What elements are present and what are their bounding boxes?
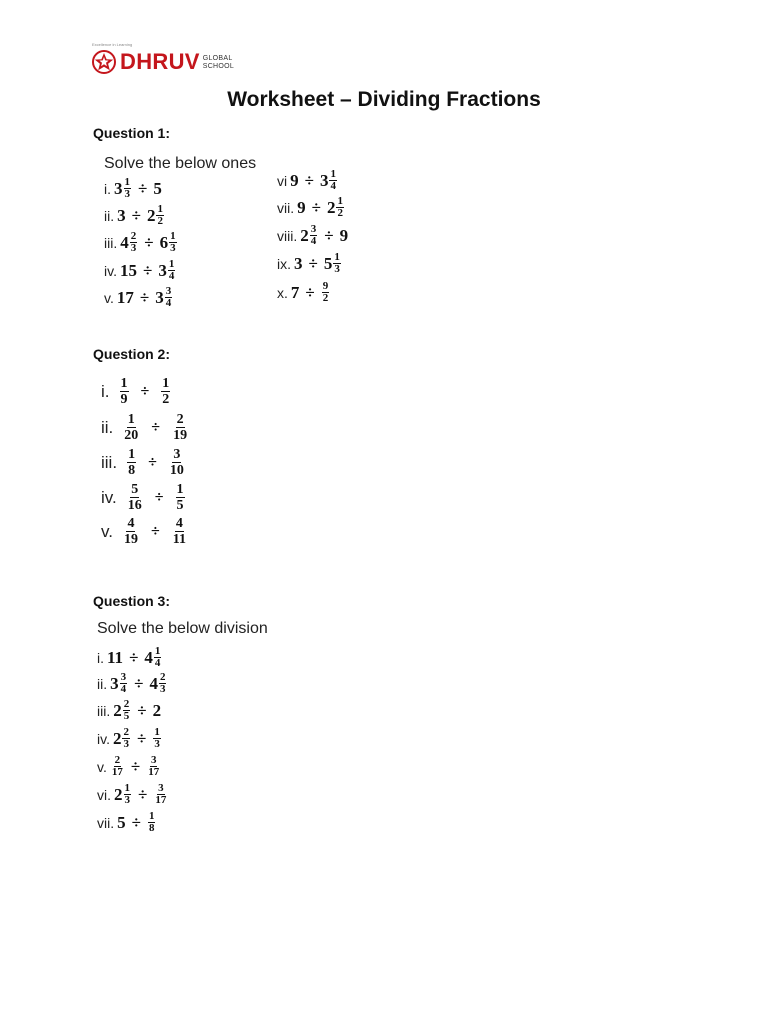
denominator: 20	[124, 428, 139, 443]
denominator: 3	[170, 242, 176, 254]
star-emblem-icon	[92, 50, 116, 74]
numerator: 1	[330, 168, 336, 180]
divide-sign: ÷	[130, 756, 141, 776]
divide-sign: ÷	[129, 647, 139, 667]
denominator: 4	[330, 180, 336, 192]
whole-number: 15	[119, 260, 137, 280]
divide-sign: ÷	[154, 488, 164, 506]
q3-item	[97, 811, 156, 834]
fraction-stack	[156, 204, 164, 227]
item-label: ii.	[97, 675, 108, 692]
whole-number: 9	[297, 197, 306, 217]
item-label: iii.	[104, 234, 118, 251]
fraction-stack	[153, 727, 161, 750]
q3-item	[97, 699, 161, 722]
divide-sign: ÷	[151, 418, 161, 436]
q2-item	[101, 376, 172, 407]
fraction-stack	[127, 482, 143, 513]
whole-part: 4	[144, 647, 153, 667]
numerator: 3	[158, 782, 164, 794]
logo-name: DHRUV	[120, 49, 200, 74]
fraction-stack	[154, 646, 162, 669]
fraction-stack	[127, 447, 136, 478]
denominator: 17	[111, 766, 123, 778]
fraction-stack	[124, 177, 132, 200]
divide-sign: ÷	[142, 260, 153, 280]
whole-part: 6	[159, 232, 169, 252]
item-label: vii.	[277, 199, 295, 216]
question-1-instruction: Solve the below ones	[104, 155, 257, 172]
denominator: 16	[127, 498, 142, 513]
item-label: i.	[97, 649, 104, 666]
fraction-stack	[123, 699, 131, 722]
whole-part: 3	[110, 673, 119, 693]
mixed-number	[158, 259, 176, 282]
mixed-number	[327, 196, 345, 219]
numerator: 1	[148, 810, 155, 822]
numerator: 1	[124, 176, 130, 188]
q1-item	[104, 231, 178, 254]
question-2-heading: Question 2:	[93, 346, 171, 362]
fraction-stack	[124, 783, 132, 806]
logo-sub-global: GLOBAL	[202, 55, 233, 62]
divide-sign: ÷	[148, 453, 157, 471]
fraction	[125, 482, 145, 513]
page-title: Worksheet – Dividing Fractions	[227, 88, 541, 111]
divide-sign: ÷	[304, 170, 314, 190]
item-label: vi.	[97, 786, 111, 803]
q3-item	[97, 646, 162, 669]
numerator: 1	[154, 645, 161, 657]
mixed-number	[114, 177, 132, 200]
item-label: viii.	[277, 227, 298, 244]
school-logo	[92, 42, 234, 76]
fraction	[170, 412, 190, 443]
numerator: 1	[176, 482, 184, 497]
divide-sign: ÷	[144, 232, 154, 252]
numerator: 1	[154, 726, 160, 738]
fraction	[170, 516, 189, 547]
item-label: i.	[104, 180, 111, 197]
whole-part: 4	[120, 232, 129, 252]
q1-item	[277, 252, 342, 275]
numerator: 3	[173, 447, 181, 462]
mixed-number	[110, 672, 128, 695]
denominator: 8	[148, 822, 155, 834]
numerator: 2	[123, 698, 130, 710]
numerator: 2	[130, 230, 137, 242]
q2-item	[101, 412, 190, 443]
q2-item	[101, 482, 187, 513]
fraction	[321, 281, 331, 304]
denominator: 19	[123, 532, 138, 547]
fraction-stack	[147, 755, 160, 778]
logo-subtitle	[203, 55, 234, 71]
denominator: 4	[120, 683, 127, 695]
fraction	[159, 376, 172, 407]
q1-item	[104, 286, 173, 309]
fraction	[146, 755, 161, 778]
item-label: iv.	[104, 262, 117, 279]
numerator: 1	[127, 412, 135, 427]
denominator: 17	[148, 766, 160, 778]
fraction-stack	[161, 376, 170, 407]
denominator: 2	[162, 392, 170, 407]
fraction-stack	[172, 412, 188, 443]
fraction	[121, 412, 141, 443]
fraction-stack	[120, 376, 129, 407]
numerator: 1	[124, 782, 130, 794]
numerator: 1	[168, 258, 175, 270]
mixed-number	[155, 286, 173, 309]
mixed-number	[113, 699, 131, 722]
fraction-stack	[165, 286, 173, 309]
divide-sign: ÷	[131, 205, 141, 225]
denominator: 3	[159, 683, 166, 695]
whole-number: 3	[294, 253, 303, 273]
denominator: 17	[155, 794, 167, 806]
whole-number: 7	[290, 282, 300, 302]
whole-number: 11	[107, 647, 124, 667]
fraction	[174, 482, 187, 513]
divide-sign: ÷	[139, 287, 150, 307]
q1-item	[104, 259, 176, 282]
mixed-number	[160, 231, 178, 254]
denominator: 4	[168, 270, 175, 282]
denominator: 19	[173, 428, 188, 443]
denominator: 3	[124, 188, 130, 200]
logo-tagline: Excellence in Learning	[92, 42, 133, 47]
denominator: 10	[169, 463, 184, 478]
whole-part: 5	[323, 253, 333, 273]
fraction-stack	[111, 755, 124, 778]
fraction-stack	[154, 783, 167, 806]
numerator: 1	[157, 203, 163, 215]
fraction-stack	[176, 482, 185, 513]
item-label: x.	[277, 284, 288, 301]
numerator: 2	[176, 412, 184, 427]
numerator: 4	[127, 516, 135, 531]
numerator: 3	[165, 285, 172, 297]
denominator: 3	[123, 738, 129, 750]
q3-item	[97, 727, 162, 750]
whole-part: 3	[155, 287, 164, 307]
whole-part: 3	[319, 170, 329, 190]
whole-part: 2	[113, 700, 122, 720]
numerator: 2	[159, 671, 166, 683]
question-3-heading: Question 3:	[93, 593, 171, 609]
fraction-stack	[169, 447, 185, 478]
item-label: i.	[101, 381, 110, 401]
whole-number: 9	[339, 225, 349, 245]
fraction-stack	[333, 252, 341, 275]
numerator: 3	[310, 223, 317, 235]
divide-sign: ÷	[138, 784, 148, 804]
whole-number: 2	[152, 700, 162, 720]
divide-sign: ÷	[311, 197, 321, 217]
q2-item	[101, 447, 187, 478]
q2-item	[101, 516, 189, 547]
denominator: 8	[128, 463, 136, 478]
mixed-number	[149, 672, 167, 695]
denominator: 3	[334, 263, 340, 275]
item-label: iii.	[97, 702, 111, 719]
fraction	[153, 783, 168, 806]
fraction	[118, 376, 131, 407]
item-label: iii.	[101, 452, 118, 472]
numerator: 3	[120, 671, 127, 683]
item-label: vi	[277, 172, 288, 189]
denominator: 4	[310, 235, 317, 247]
question-1-heading: Question 1:	[93, 125, 171, 141]
numerator: 2	[123, 726, 129, 738]
item-label: vii.	[97, 814, 115, 831]
numerator: 1	[120, 376, 128, 391]
item-label: v.	[104, 289, 114, 306]
item-label: ix.	[277, 255, 291, 272]
q1-item	[104, 177, 162, 200]
denominator: 2	[322, 292, 329, 304]
q1-item	[104, 204, 165, 227]
denominator: 3	[130, 242, 137, 254]
fraction	[152, 727, 162, 750]
item-label: v.	[101, 521, 113, 541]
whole-part: 2	[114, 784, 123, 804]
fraction-stack	[159, 672, 167, 695]
fraction-stack	[310, 224, 318, 247]
whole-number: 5	[153, 178, 162, 198]
mixed-number	[114, 783, 132, 806]
whole-part: 2	[326, 197, 336, 217]
q1-item	[277, 196, 345, 219]
numerator: 5	[131, 482, 139, 497]
divide-sign: ÷	[308, 253, 318, 273]
mixed-number	[113, 727, 131, 750]
q1-item	[277, 281, 330, 304]
numerator: 1	[337, 195, 343, 207]
divide-sign: ÷	[138, 178, 148, 198]
divide-sign: ÷	[305, 282, 315, 302]
numerator: 1	[334, 251, 340, 263]
divide-sign: ÷	[140, 382, 150, 400]
numerator: 9	[322, 280, 329, 292]
mixed-number	[324, 252, 342, 275]
fraction-stack	[322, 281, 330, 304]
whole-part: 2	[300, 225, 309, 245]
divide-sign: ÷	[136, 728, 147, 748]
whole-number: 3	[117, 205, 126, 225]
fraction	[125, 447, 138, 478]
fraction	[167, 447, 187, 478]
divide-sign: ÷	[134, 673, 144, 693]
numerator: 4	[175, 516, 183, 531]
denominator: 2	[337, 207, 343, 219]
fraction	[110, 755, 125, 778]
whole-number: 5	[117, 812, 126, 832]
fraction	[147, 811, 157, 834]
whole-part: 4	[149, 673, 158, 693]
whole-part: 2	[146, 205, 156, 225]
fraction	[121, 516, 141, 547]
mixed-number	[320, 169, 338, 192]
whole-number: 17	[116, 287, 134, 307]
fraction-stack	[123, 516, 139, 547]
denominator: 5	[123, 710, 130, 722]
logo-sub-school: SCHOOL	[202, 63, 235, 70]
numerator: 2	[114, 754, 121, 766]
fraction-stack	[169, 231, 177, 254]
whole-number: 9	[290, 170, 299, 190]
q1-item	[277, 169, 338, 192]
denominator: 2	[157, 215, 163, 227]
item-label: ii.	[104, 207, 115, 224]
divide-sign: ÷	[150, 522, 160, 540]
whole-part: 2	[112, 728, 122, 748]
fraction-stack	[123, 412, 139, 443]
denominator: 9	[120, 392, 128, 407]
fraction-stack	[329, 169, 337, 192]
denominator: 3	[154, 738, 160, 750]
whole-part: 3	[114, 178, 123, 198]
item-label: ii.	[101, 417, 114, 437]
mixed-number	[300, 224, 318, 247]
numerator: 1	[162, 376, 170, 391]
q3-item	[97, 783, 168, 806]
q3-item	[97, 755, 161, 778]
denominator: 4	[165, 297, 172, 309]
fraction-stack	[148, 811, 156, 834]
item-label: iv.	[101, 487, 117, 507]
fraction-stack	[130, 231, 138, 254]
q3-item	[97, 672, 167, 695]
divide-sign: ÷	[324, 225, 334, 245]
fraction-stack	[336, 196, 344, 219]
q1-item	[277, 224, 348, 247]
denominator: 5	[176, 498, 184, 513]
mixed-number	[147, 204, 165, 227]
numerator: 3	[150, 754, 157, 766]
question-3-instruction: Solve the below division	[97, 620, 268, 637]
fraction-stack	[172, 516, 187, 547]
item-label: v.	[97, 758, 107, 775]
divide-sign: ÷	[137, 700, 147, 720]
denominator: 3	[124, 794, 130, 806]
mixed-number	[144, 646, 162, 669]
divide-sign: ÷	[131, 812, 141, 832]
numerator: 1	[170, 230, 176, 242]
denominator: 11	[172, 532, 186, 547]
fraction-stack	[168, 259, 176, 282]
fraction-stack	[122, 727, 130, 750]
whole-part: 3	[158, 260, 167, 280]
denominator: 4	[154, 657, 161, 669]
mixed-number	[120, 231, 138, 254]
item-label: iv.	[97, 730, 110, 747]
fraction-stack	[120, 672, 128, 695]
numerator: 1	[128, 447, 136, 462]
